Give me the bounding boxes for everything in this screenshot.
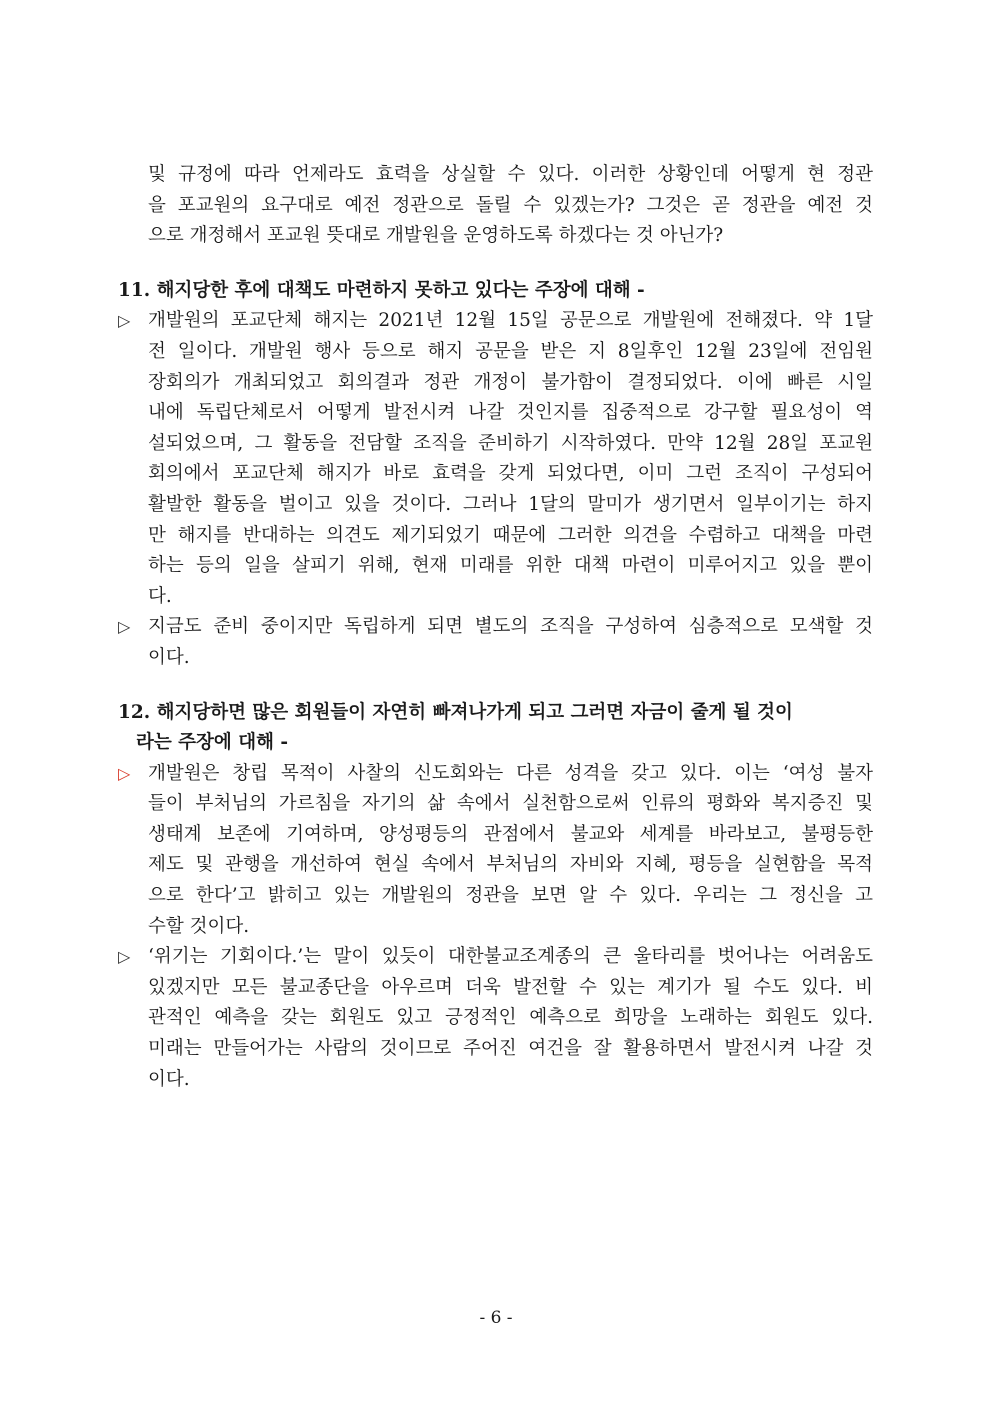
text-line: 다. xyxy=(148,585,172,607)
text-line: 수할 것이다. xyxy=(148,915,250,937)
text-line: 제도 및 관행을 개선하여 현실 속에서 부처님의 자비와 지혜, 평등을 실현함을 목적 xyxy=(148,854,873,876)
text-line: 만 해지를 반대하는 의견도 제기되었기 때문에 그러한 의견을 수렴하고 대책을 마련 xyxy=(148,524,873,546)
section-heading: 11. 해지당한 후에 대책도 마련하지 못하고 있다는 주장에 대해 - xyxy=(118,279,645,301)
text-line: 활발한 활동을 벌이고 있을 것이다. 그러나 1달의 말미가 생기면서 일부이기는 하지 xyxy=(148,493,874,515)
intro-paragraph xyxy=(118,160,873,252)
section-12 xyxy=(118,698,873,1096)
text-line: 관적인 예측을 갖는 회원도 있고 긍정적인 예측으로 희망을 노래하는 회원도 있다. xyxy=(148,1007,873,1029)
text-line: 을 포교원의 요구대로 예전 정관으로 돌릴 수 있겠는가? 그것은 곧 정관을 예전 것 xyxy=(148,194,873,216)
text-line: 개발원은 창립 목적이 사찰의 신도회와는 다른 성격을 갖고 있다. 이는 ‘여성 불자 xyxy=(148,762,873,784)
text-line: 으로 한다’고 밝히고 있는 개발원의 정관을 보면 알 수 있다. 우리는 그 정신을 고 xyxy=(148,885,873,907)
text-line: 내에 독립단체로서 어떻게 발전시켜 나갈 것인지를 집중적으로 강구할 필요성이 역 xyxy=(148,402,873,424)
list-item xyxy=(118,612,873,673)
heading-line: 라는 주장에 대해 - xyxy=(136,732,289,754)
text-line: 및 규정에 따라 언제라도 효력을 상실할 수 있다. 이러한 상황인데 어떻게 현 정관 xyxy=(148,164,873,185)
text-line: 들이 부처님의 가르침을 자기의 삶 속에서 실천함으로써 인류의 평화와 복지증진 및 xyxy=(148,793,873,815)
heading-line: 12. 해지당하면 많은 회원들이 자연히 빠져나가게 되고 그러면 자금이 줄게 될 것이 xyxy=(118,701,793,723)
list-item xyxy=(118,942,873,1095)
triangle-bullet-icon: ▷ xyxy=(118,617,131,637)
text-line: 전 일이다. 개발원 행사 등으로 해지 공문을 받은 지 8일후인 12월 23일에 전임원 xyxy=(148,340,873,362)
triangle-bullet-icon: ▷ xyxy=(118,311,131,331)
text-line: 이다. xyxy=(148,1068,190,1090)
page-number: - 6 - xyxy=(479,1308,513,1328)
text-line: 지금도 준비 중이지만 독립하게 되면 별도의 조직을 구성하여 심층적으로 모색할 것 xyxy=(148,616,873,638)
text-line: 회의에서 포교단체 해지가 바로 효력을 갖게 되었다면, 이미 그런 조직이 구성되어 xyxy=(148,463,873,485)
text-line: 으로 개정해서 포교원 뜻대로 개발원을 운영하도록 하겠다는 것 아닌가? xyxy=(148,225,724,247)
triangle-bullet-icon: ▷ xyxy=(118,763,131,783)
document-body xyxy=(118,160,873,1095)
list-item xyxy=(118,306,873,612)
list-item xyxy=(118,759,873,943)
text-line: 이다. xyxy=(148,646,190,668)
text-line: 하는 등의 일을 살피기 위해, 현재 미래를 위한 대책 마련이 미루어지고 있을 뿐이 xyxy=(148,555,873,577)
text-line: 설되었으며, 그 활동을 전담할 조직을 준비하기 시작하였다. 만약 12월 28일 포교원 xyxy=(148,432,873,454)
text-line: 미래는 만들어가는 사람의 것이므로 주어진 여건을 잘 활용하면서 발전시켜 나갈 것 xyxy=(148,1038,873,1060)
text-line: ‘위기는 기회이다.’는 말이 있듯이 대한불교조계종의 큰 울타리를 벗어나는 어려움도 xyxy=(148,946,873,968)
text-line: 장회의가 개최되었고 회의결과 정관 개정이 불가함이 결정되었다. 이에 빠른 시일 xyxy=(148,371,873,393)
text-line: 생태계 보존에 기여하며, 양성평등의 관점에서 불교와 세계를 바라보고, 불평등한 xyxy=(148,823,873,845)
triangle-bullet-icon: ▷ xyxy=(118,947,131,967)
section-heading xyxy=(118,698,873,759)
section-11 xyxy=(118,276,873,674)
text-line: 있겠지만 모든 불교종단을 아우르며 더욱 발전할 수 있는 계기가 될 수도 있다. 비 xyxy=(148,976,873,998)
text-line: 개발원의 포교단체 해지는 2021년 12월 15일 공문으로 개발원에 전해졌다. 약 1달 xyxy=(148,310,873,332)
